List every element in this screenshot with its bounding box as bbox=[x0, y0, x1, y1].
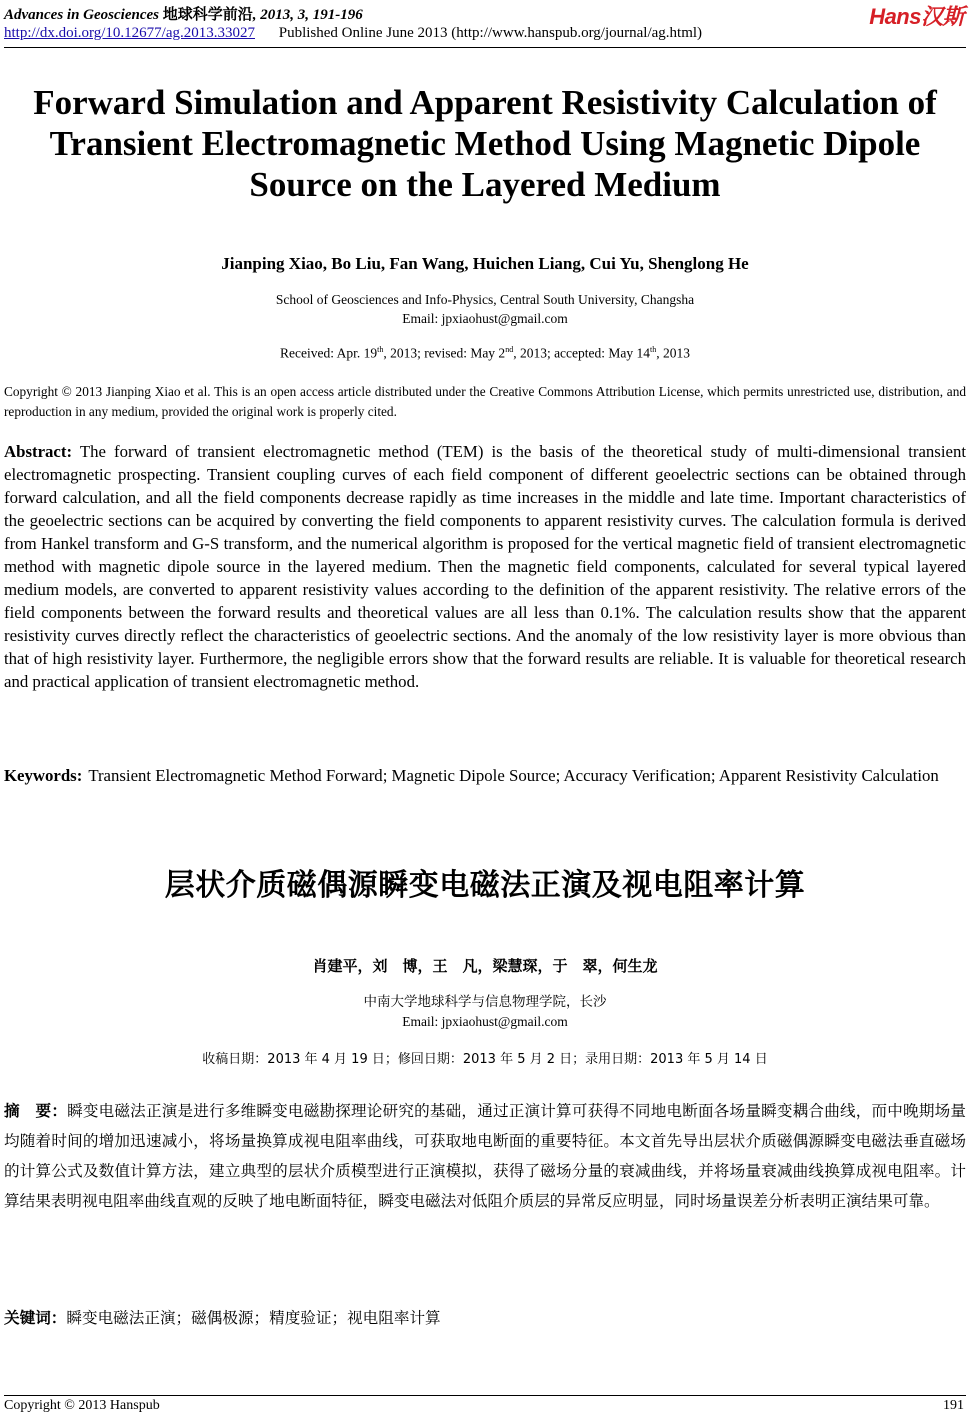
keywords-label: Keywords: bbox=[4, 766, 83, 785]
affiliation-block bbox=[0, 290, 970, 328]
received-part: Received: Apr. 19 bbox=[279, 345, 378, 361]
abstract-text: The forward of transient electromagnetic method (TEM) is the basis of the theoretical study of multi-dimensional transient electromagnetic prospecting. Transient coupling curves of each field component of different geoelectric sections can be obtained through forward calculation, and all the field components decrease rapidly as time increases in the middle and late time. Important characteristics of the geoelectric sections can be acquired by converting the field components to apparent resistivity curves. The calculation formula is derived from Hankel transform and G-S transform, and the numerical algorithm is proposed for the vertical magnetic field of transient electromagnetic method with magnetic dipole source in the layered medium. Then the magnetic field components, calculated for several typical layered medium models, are converted to apparent resistivity values according to the definition of the apparent resistivity. The relative errors of the field components between the forward results and theoretical values are all less than 0.1%. The calculation results show that the apparent resistivity curves directly reflect the characteristics of geoelectric sections. And the anomaly of the low resistivity layer is more obvious than that of high resistivity layer. Furthermore, the negligible errors show that the forward results are reliable. It is valuable for theoretical research and practical application of transient electromagnetic method. bbox=[4, 442, 966, 691]
paper-title: Forward Simulation and Apparent Resistivity Calculation of Transient Electromagnetic Method Using Magnetic Dipole Source on the Layered Medium bbox=[33, 83, 937, 204]
abstract-label: Abstract: bbox=[4, 442, 73, 461]
affiliation-cn: 中南大学地球科学与信息物理学院，长沙 bbox=[363, 994, 607, 1010]
footer-rule bbox=[4, 1395, 966, 1396]
received-sup: th bbox=[377, 345, 384, 354]
abstract-cn bbox=[4, 1096, 966, 1216]
received-dates-cn: 收稿日期：2013 年 4 月 19 日；修回日期：2013 年 5 月 2 日；录用日期：2013 年 5 月 14 日 bbox=[202, 1052, 768, 1067]
revised-part: , 2013; revised: May 2 bbox=[383, 345, 506, 361]
journal-name-cn: 地球科学前沿 bbox=[162, 7, 253, 23]
hanspub-logo: Hans汉斯 bbox=[869, 4, 964, 29]
revised-sup: nd bbox=[505, 345, 514, 354]
affiliation-block-cn bbox=[0, 992, 970, 1032]
keywords-text: Transient Electromagnetic Method Forward; Magnetic Dipole Source; Accuracy Verification; Apparent Resistivity Calculation bbox=[88, 766, 939, 785]
page-number: 191 bbox=[943, 1398, 964, 1413]
affiliation: School of Geosciences and Info-Physics, Central South University, Changsha bbox=[275, 292, 695, 307]
paper-title-cn: 层状介质磁偶源瞬变电磁法正演及视电阻率计算 bbox=[164, 868, 806, 903]
journal-name: Advances in Geosciences bbox=[4, 7, 159, 23]
accepted-sup: th bbox=[650, 345, 657, 354]
accepted-part: , 2013; accepted: May 14 bbox=[513, 345, 651, 361]
authors-cn: 肖建平，刘 博，王 凡，梁慧琛，于 翠，何生龙 bbox=[312, 957, 658, 975]
received-dates bbox=[0, 345, 970, 362]
header-line-2 bbox=[4, 25, 702, 42]
keywords-text-cn: 瞬变电磁法正演；磁偶极源；精度验证；视电阻率计算 bbox=[66, 1309, 441, 1327]
published-online: Published Online June 2013 (http://www.hanspub.org/journal/ag.html) bbox=[278, 25, 703, 41]
authors: Jianping Xiao, Bo Liu, Fan Wang, Huichen Liang, Cui Yu, Shenglong He bbox=[221, 254, 749, 273]
keywords-cn bbox=[4, 1306, 966, 1328]
copyright-notice: Copyright © 2013 Jianping Xiao et al. This is an open access article distributed under the Creative Commons Attribution License, which permits unrestricted use, distribution, and reproduction in any medium, provided the original work is properly cited. bbox=[4, 384, 966, 419]
keywords bbox=[4, 764, 966, 787]
email-cn: Email: jpxiaohust@gmail.com bbox=[402, 1014, 568, 1029]
abstract-text-cn: 瞬变电磁法正演是进行多维瞬变电磁勘探理论研究的基础，通过正演计算可获得不同地电断面各场量瞬变耦合曲线，而中晚期场量均随着时间的增加迅速减小，将场量换算成视电阻率曲线，可获取地电断面的重要特征。本文首先导出层状介质磁偶源瞬变电磁法垂直磁场的计算公式及数值计算方法，建立典型的层状介质模型进行正演模拟，获得了磁场分量的衰减曲线，并将场量衰减曲线换算成视电阻率。计算结果表明视电阻率曲线直观的反映了地电断面特征，瞬变电磁法对低阻介质层的异常反应明显，同时场量误差分析表明正演结果可靠。 bbox=[4, 1102, 966, 1210]
abstract bbox=[4, 440, 966, 693]
email: Email: jpxiaohust@gmail.com bbox=[402, 311, 568, 326]
header-rule bbox=[4, 47, 966, 48]
journal-header bbox=[4, 3, 363, 24]
footer-copyright: Copyright © 2013 Hanspub bbox=[4, 1398, 160, 1413]
accepted-year: , 2013 bbox=[656, 345, 691, 361]
keywords-label-cn: 关键词： bbox=[4, 1309, 67, 1327]
journal-citation: , 2013, 3, 191-196 bbox=[252, 7, 363, 23]
abstract-label-cn: 摘 要： bbox=[4, 1102, 68, 1120]
doi-link[interactable]: http://dx.doi.org/10.12677/ag.2013.33027 bbox=[4, 25, 255, 41]
